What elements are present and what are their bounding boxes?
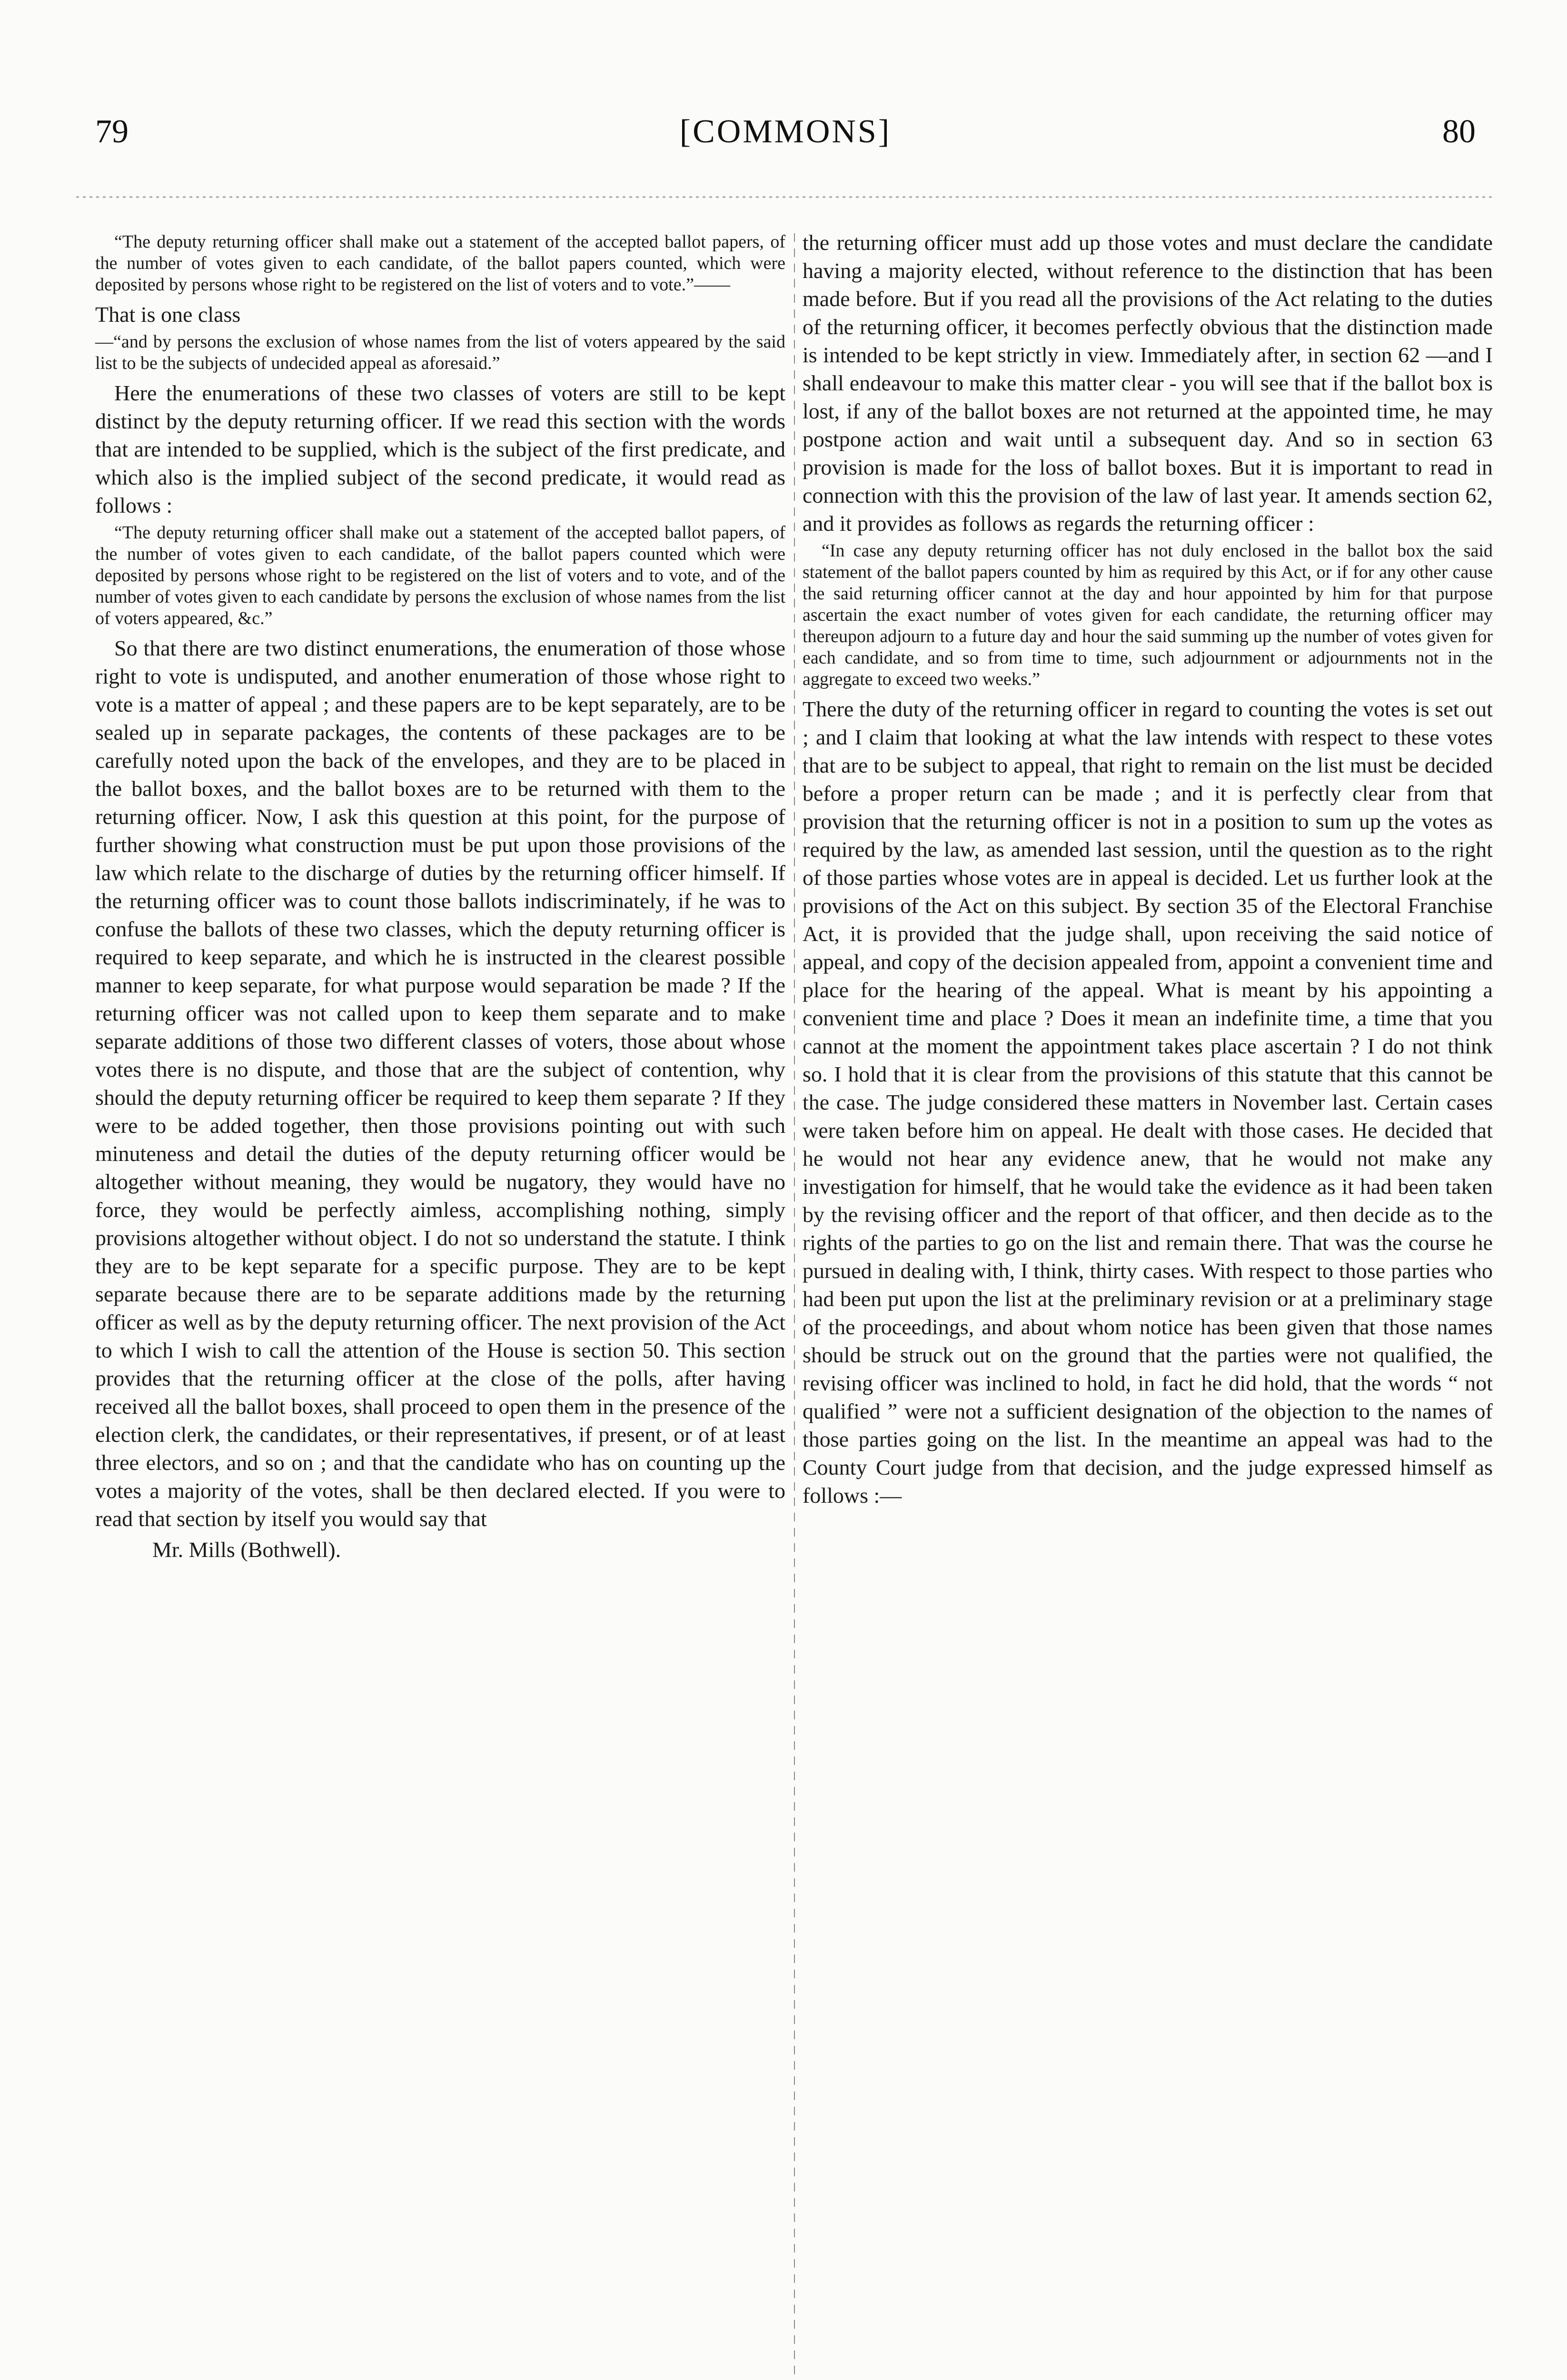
column-divider <box>794 233 795 2380</box>
paragraph: There the duty of the returning officer in regard to counting the votes is set out ; and I claim that looking at what the law intends with respect to these votes that are to be subject to appeal, that right to remain on the list must be decided before a proper return can be made ; and it is perfectly clear from that provision that the returning officer is not in a position to sum up the votes as required by the law, as amended last session, until the question as to the right of those parties whose votes are in appeal is decided. Let us further look at the provisions of the Act on this subject. By section 35 of the Electoral Franchise Act, it is provided that the judge shall, upon receiving the said notice of appeal, and copy of the decision appealed from, appoint a convenient time and place for the hearing of the appeal. What is meant by his appointing a convenient time and place ? Does it mean an indefinite time, a time that you cannot at the moment the appointment takes place ascertain ? I do not think so. I hold that it is clear from the provisions of this statute that this cannot be the case. The judge considered these matters in November last. Certain cases were taken before him on appeal. He dealt with those cases. He decided that he would not hear any evidence anew, that he would not make any investigation for himself, that he would take the evidence as it had been taken by the revising officer and the report of that officer, and then decide as to the rights of the parties to go on the list and remain there. That was the course he pursued in dealing with, I think, thirty cases. With respect to those parties who had been put upon the list at the preliminary revision or at a preliminary stage of the proceedings, and about whom notice has been given that those names should be struck out on the ground that the parties were not qualified, the revising officer was inclined to hold, in fact he did hold, that the words “ not qualified ” were not a sufficient designation of the objection to the names of those parties going on the list. In the meantime an appeal was had to the County Court judge from that decision, and the judge expressed himself as follows :— <box>803 697 1493 1507</box>
page-number-right: 80 <box>1442 113 1476 150</box>
speaker-attribution: Mr. Mills (Bothwell). <box>152 1537 341 1562</box>
left-column <box>95 228 785 1564</box>
header-rule <box>76 196 1495 198</box>
page-header <box>95 110 1476 163</box>
quotation: “In case any deputy returning officer has not duly enclosed in the ballot box the said statement of the ballot papers counted by him as required by this Act, or if for any other cause the said returning officer cannot at the day and hour appointed by him for that purpose ascertain the exact number of votes given for each candidate, the returning officer may thereupon adjourn to a future day and hour the said summing up the number of votes given for each candidate, and so from time to time, such adjournment or adjournments not in the aggregate to exceed two weeks.” <box>803 541 1493 689</box>
quotation: —“and by persons the exclusion of whose names from the list of voters appeared by the said list to be the subjects of undecided appeal as aforesaid.” <box>95 332 785 373</box>
page-number-left: 79 <box>95 113 129 150</box>
quotation: “The deputy returning officer shall make out a statement of the accepted ballot papers, of the number of votes given to each candidate, of the ballot papers counted which were deposited by persons whose right to be registered on the list of voters and to vote, and of the number of votes given to each candidate by persons the exclusion of whose names from the list of voters appeared, &c.” <box>95 523 785 628</box>
paragraph: Here the enumerations of these two classes of voters are still to be kept distinct by the deputy returning officer. If we read this section with the words that are intended to be supplied, which is the subject of the first predicate, and which also is the implied subject of the second predicate, it would read as follows : <box>95 381 785 517</box>
paragraph: the returning officer must add up those votes and must declare the candidate having a majority elected, without reference to the distinction that has been made before. But if you read all the provisions of the Act relating to the duties of the returning officer, it becomes perfectly obvious that the distinction made is intended to be kept strictly in view. Immediately after, in section 62 —and I shall endeavour to make this matter clear - you will see that if the ballot box is lost, if any of the ballot boxes are not returned at the appointed time, he may postpone action and wait until a subsequent day. And so in section 63 provision is made for the loss of ballot boxes. But it is important to read in connection with this the provision of the law of last year. It amends section 62, and it provides as follows as regards the returning officer : <box>803 230 1493 536</box>
paragraph: That is one class <box>95 302 241 327</box>
right-column <box>803 228 1493 1509</box>
quotation: “The deputy returning officer shall make out a statement of the accepted ballot papers, of the number of votes given to each candidate, of the ballot papers counted, which were deposited by persons whose right to be registered on the list of voters and to vote.”—— <box>95 232 785 295</box>
paragraph: So that there are two distinct enumerations, the enumeration of those whose right to vote is undisputed, and another enumeration of those whose right to vote is a matter of appeal ; and these papers are to be kept separately, are to be sealed up in separate packages, the contents of these packages are to be carefully noted upon the back of the envelopes, and they are to be placed in the ballot boxes, and the ballot boxes are to be returned with them to the returning officer. Now, I ask this question at this point, for the purpose of further showing what construction must be put upon those provisions of the law which relate to the discharge of duties by the returning officer himself. If the returning officer was to count those ballots indiscriminately, if he was to confuse the ballots of these two classes, which the deputy returning officer is required to keep separate, and which he is instructed in the clearest possible manner to keep separate, for what purpose would separation be made ? If the returning officer was not called upon to keep them separate and to make separate additions of those two different classes of voters, those about whose votes there is no dispute, and those that are the subject of contention, why should the deputy returning officer be required to keep them separate ? If they were to be added together, then those provisions pointing out with such minuteness and detail the duties of the deputy returning officer would be altogether without meaning, they would be nugatory, they would have no force, they would be perfectly aimless, accomplishing nothing, simply provisions altogether without object. I do not so understand the statute. I think they are to be kept separate for a specific purpose. They are to be kept separate because there are to be separate additions made by the returning officer as well as by the deputy returning officer. The next provision of the Act to which I wish to call the attention of the House is section 50. This section provides that the returning officer at the close of the polls, after having received all the ballot boxes, shall proceed to open them in the presence of the election clerk, the candidates, or their representatives, if present, or of at least three electors, and so on ; and that the candidate who has on counting up the votes a majority of the votes, shall be then declared elected. If you were to read that section by itself you would say that <box>95 636 785 1531</box>
page-title: [COMMONS] <box>679 113 892 150</box>
